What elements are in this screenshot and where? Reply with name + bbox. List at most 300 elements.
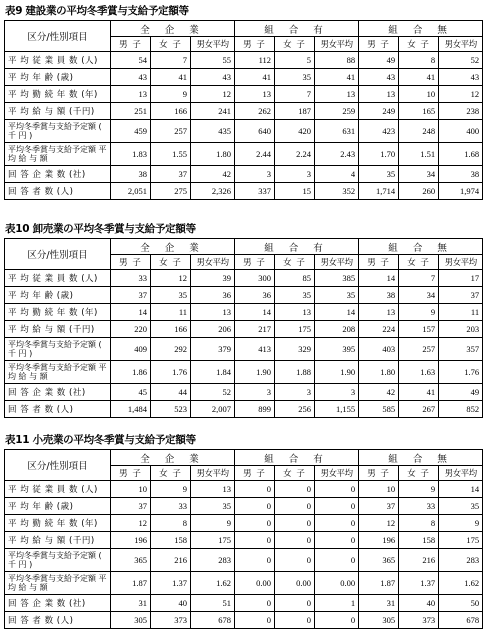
group-header: 組 合 無 — [359, 239, 483, 255]
table-row — [5, 103, 483, 120]
table-cell: 248 — [399, 120, 439, 143]
table-row — [5, 287, 483, 304]
row-label: 平均冬季賞与支給予定額 平 均 給 与 額 — [5, 572, 111, 595]
table-cell: 35 — [439, 498, 483, 515]
table-cell: 0.00 — [315, 572, 359, 595]
table-cell: 459 — [111, 120, 151, 143]
table-cell: 1.62 — [439, 572, 483, 595]
table-cell: 3 — [275, 166, 315, 183]
table-row — [5, 321, 483, 338]
table-cell: 300 — [235, 270, 275, 287]
corner-header: 区分/性別項目 — [5, 450, 111, 481]
table-cell: 38 — [439, 166, 483, 183]
sex-header: 女 子 — [399, 37, 439, 52]
table-cell: 523 — [151, 401, 191, 418]
table-cell: 37 — [359, 498, 399, 515]
table-cell: 0 — [315, 498, 359, 515]
sex-header: 女 子 — [275, 255, 315, 270]
table-cell: 409 — [111, 338, 151, 361]
table-cell: 4 — [315, 166, 359, 183]
sex-header: 男女平均 — [439, 37, 483, 52]
table-cell: 365 — [359, 549, 399, 572]
table-cell: 249 — [359, 103, 399, 120]
table-cell: 157 — [399, 321, 439, 338]
table-cell: 35 — [151, 287, 191, 304]
table-cell: 35 — [359, 166, 399, 183]
table-cell: 0 — [235, 532, 275, 549]
table-row — [5, 498, 483, 515]
table-cell: 640 — [235, 120, 275, 143]
table-cell: 1,974 — [439, 183, 483, 200]
table-row — [5, 549, 483, 572]
corner-header: 区分/性別項目 — [5, 21, 111, 52]
sex-header: 女 子 — [399, 255, 439, 270]
row-label: 回 答 企 業 数 (社) — [5, 595, 111, 612]
table-row — [5, 338, 483, 361]
sex-header: 女 子 — [399, 466, 439, 481]
table-cell: 0 — [275, 515, 315, 532]
table-cell: 413 — [235, 338, 275, 361]
row-label: 平 均 勤 続 年 数 (年) — [5, 304, 111, 321]
table-cell: 10 — [111, 481, 151, 498]
table-cell: 40 — [151, 595, 191, 612]
table-cell: 241 — [191, 103, 235, 120]
table-cell: 257 — [151, 120, 191, 143]
table-cell: 42 — [359, 384, 399, 401]
row-label: 回 答 者 数 (人) — [5, 183, 111, 200]
table-cell: 1.37 — [151, 572, 191, 595]
table-cell: 112 — [235, 52, 275, 69]
corner-header: 区分/性別項目 — [5, 239, 111, 270]
table-cell: 365 — [111, 549, 151, 572]
table-cell: 256 — [275, 401, 315, 418]
table-row — [5, 270, 483, 287]
row-label: 回 答 者 数 (人) — [5, 612, 111, 629]
row-label: 平均冬季賞与支給予定額 ( 千 円 ) — [5, 549, 111, 572]
table-cell: 10 — [359, 481, 399, 498]
table-cell: 9 — [151, 481, 191, 498]
table-row — [5, 120, 483, 143]
table-row — [5, 183, 483, 200]
table-cell: 31 — [111, 595, 151, 612]
sex-header: 女 子 — [151, 255, 191, 270]
table-cell: 2,051 — [111, 183, 151, 200]
table-cell: 13 — [315, 86, 359, 103]
table-cell: 1.80 — [191, 143, 235, 166]
header-row-groups — [5, 239, 483, 255]
table-cell: 585 — [359, 401, 399, 418]
row-label: 回 答 企 業 数 (社) — [5, 384, 111, 401]
table-cell: 0 — [235, 481, 275, 498]
table-cell: 337 — [235, 183, 275, 200]
sex-header: 男 子 — [235, 37, 275, 52]
table-cell: 373 — [151, 612, 191, 629]
sex-header: 男 子 — [359, 466, 399, 481]
sex-header: 男 子 — [111, 37, 151, 52]
sex-header: 男女平均 — [315, 37, 359, 52]
sex-header: 男 子 — [235, 466, 275, 481]
table-row — [5, 515, 483, 532]
row-label: 平 均 年 齢 (歳) — [5, 498, 111, 515]
table-cell: 158 — [399, 532, 439, 549]
group-header: 組 合 有 — [235, 21, 359, 37]
row-label: 平 均 年 齢 (歳) — [5, 69, 111, 86]
table-cell: 51 — [191, 595, 235, 612]
table-cell: 33 — [399, 498, 439, 515]
table-cell: 35 — [315, 287, 359, 304]
table-cell: 12 — [151, 270, 191, 287]
row-label: 平 均 給 与 額 (千円) — [5, 103, 111, 120]
table-cell: 631 — [315, 120, 359, 143]
table-cell: 1.63 — [399, 361, 439, 384]
table-cell: 2,007 — [191, 401, 235, 418]
table-cell: 12 — [359, 515, 399, 532]
table-cell: 10 — [399, 86, 439, 103]
table-cell: 1,484 — [111, 401, 151, 418]
row-label: 平均冬季賞与支給予定額 ( 千 円 ) — [5, 338, 111, 361]
table-cell: 42 — [191, 166, 235, 183]
row-label: 回 答 企 業 数 (社) — [5, 166, 111, 183]
table-cell: 14 — [439, 481, 483, 498]
table-cell: 9 — [399, 304, 439, 321]
table-cell: 329 — [275, 338, 315, 361]
table-row — [5, 86, 483, 103]
table-cell: 423 — [359, 120, 399, 143]
table-cell: 292 — [151, 338, 191, 361]
table-cell: 41 — [399, 384, 439, 401]
table-cell: 0 — [235, 595, 275, 612]
table-cell: 175 — [439, 532, 483, 549]
table-cell: 166 — [151, 321, 191, 338]
table-cell: 196 — [359, 532, 399, 549]
table-cell: 9 — [439, 515, 483, 532]
table-cell: 206 — [191, 321, 235, 338]
table-cell: 8 — [399, 52, 439, 69]
row-label: 平均冬季賞与支給予定額 ( 千 円 ) — [5, 120, 111, 143]
table-cell: 2.43 — [315, 143, 359, 166]
table-row — [5, 401, 483, 418]
table-cell: 1.88 — [275, 361, 315, 384]
sex-header: 男女平均 — [315, 255, 359, 270]
sex-header: 男 子 — [359, 37, 399, 52]
table-cell: 43 — [111, 69, 151, 86]
table-cell: 852 — [439, 401, 483, 418]
table-cell: 187 — [275, 103, 315, 120]
table-cell: 275 — [151, 183, 191, 200]
row-label: 平均冬季賞与支給予定額 平 均 給 与 額 — [5, 143, 111, 166]
table-cell: 395 — [315, 338, 359, 361]
table-cell: 8 — [151, 515, 191, 532]
table-cell: 13 — [191, 304, 235, 321]
table-title: 表11 小売業の平均冬季賞与支給予定額等 — [5, 434, 196, 446]
group-header: 組 合 有 — [235, 450, 359, 466]
row-label: 平 均 給 与 額 (千円) — [5, 321, 111, 338]
table-cell: 14 — [359, 270, 399, 287]
table-cell: 0 — [315, 549, 359, 572]
table-cell: 13 — [359, 86, 399, 103]
table-cell: 1.86 — [111, 361, 151, 384]
table-row — [5, 572, 483, 595]
row-label: 平 均 勤 続 年 数 (年) — [5, 86, 111, 103]
table-cell: 0 — [315, 532, 359, 549]
table-cell: 85 — [275, 270, 315, 287]
table-cell: 44 — [151, 384, 191, 401]
table-cell: 0.00 — [275, 572, 315, 595]
table-cell: 373 — [399, 612, 439, 629]
table-cell: 54 — [111, 52, 151, 69]
table-cell: 13 — [275, 304, 315, 321]
table-cell: 45 — [111, 384, 151, 401]
table-cell: 12 — [439, 86, 483, 103]
table-cell: 165 — [399, 103, 439, 120]
table-cell: 36 — [235, 287, 275, 304]
table-cell: 1.62 — [191, 572, 235, 595]
sex-header: 女 子 — [151, 37, 191, 52]
table-row — [5, 481, 483, 498]
table-cell: 175 — [191, 532, 235, 549]
table-cell: 3 — [235, 166, 275, 183]
table-cell: 37 — [111, 498, 151, 515]
group-header: 組 合 無 — [359, 450, 483, 466]
table-cell: 435 — [191, 120, 235, 143]
table-cell: 1.83 — [111, 143, 151, 166]
sex-header: 女 子 — [275, 37, 315, 52]
table-row — [5, 384, 483, 401]
group-header: 全 企 業 — [111, 450, 235, 466]
table-cell: 0 — [235, 612, 275, 629]
table-cell: 13 — [235, 86, 275, 103]
table-cell: 1.87 — [359, 572, 399, 595]
row-label: 平 均 給 与 額 (千円) — [5, 532, 111, 549]
table-row — [5, 69, 483, 86]
table-cell: 216 — [151, 549, 191, 572]
table-cell: 52 — [439, 52, 483, 69]
group-header: 全 企 業 — [111, 21, 235, 37]
table-cell: 1.37 — [399, 572, 439, 595]
table-cell: 34 — [399, 287, 439, 304]
table-cell: 5 — [275, 52, 315, 69]
table-cell: 43 — [439, 69, 483, 86]
bonus-table-wholesale — [4, 238, 483, 418]
table-row — [5, 52, 483, 69]
table-cell: 385 — [315, 270, 359, 287]
table-cell: 175 — [275, 321, 315, 338]
table-cell: 12 — [191, 86, 235, 103]
table-cell: 15 — [275, 183, 315, 200]
table-cell: 8 — [399, 515, 439, 532]
table-cell: 0 — [235, 549, 275, 572]
table-cell: 379 — [191, 338, 235, 361]
table-cell: 260 — [399, 183, 439, 200]
table-cell: 2,326 — [191, 183, 235, 200]
table-cell: 9 — [191, 515, 235, 532]
table-cell: 403 — [359, 338, 399, 361]
sex-header: 男女平均 — [191, 37, 235, 52]
table-cell: 14 — [111, 304, 151, 321]
row-label: 平均冬季賞与支給予定額 平 均 給 与 額 — [5, 361, 111, 384]
table-cell: 0 — [235, 515, 275, 532]
table-section-construction — [4, 2, 480, 200]
table-cell: 1.84 — [191, 361, 235, 384]
table-cell: 1,714 — [359, 183, 399, 200]
table-row — [5, 166, 483, 183]
row-label: 平 均 従 業 員 数 (人) — [5, 52, 111, 69]
table-cell: 31 — [359, 595, 399, 612]
table-cell: 0 — [235, 498, 275, 515]
table-cell: 7 — [275, 86, 315, 103]
sex-header: 男 子 — [111, 255, 151, 270]
table-cell: 257 — [399, 338, 439, 361]
table-section-retail — [4, 431, 480, 629]
table-cell: 678 — [439, 612, 483, 629]
table-cell: 251 — [111, 103, 151, 120]
table-cell: 0 — [315, 481, 359, 498]
table-cell: 0 — [275, 532, 315, 549]
header-row-groups — [5, 450, 483, 466]
table-cell: 49 — [359, 52, 399, 69]
table-cell: 283 — [439, 549, 483, 572]
table-cell: 36 — [191, 287, 235, 304]
table-cell: 50 — [439, 595, 483, 612]
table-row — [5, 304, 483, 321]
sex-header: 女 子 — [151, 466, 191, 481]
table-cell: 35 — [275, 287, 315, 304]
table-cell: 208 — [315, 321, 359, 338]
table-row — [5, 595, 483, 612]
table-cell: 3 — [275, 384, 315, 401]
table-cell: 1.90 — [235, 361, 275, 384]
table-cell: 305 — [359, 612, 399, 629]
table-cell: 88 — [315, 52, 359, 69]
table-cell: 259 — [315, 103, 359, 120]
table-cell: 217 — [235, 321, 275, 338]
table-title: 表10 卸売業の平均冬季賞与支給予定額等 — [5, 223, 196, 235]
sex-header: 男 子 — [359, 255, 399, 270]
sex-header: 男 子 — [235, 255, 275, 270]
table-cell: 3 — [315, 384, 359, 401]
table-cell: 1.80 — [359, 361, 399, 384]
table-cell: 38 — [359, 287, 399, 304]
table-cell: 1,155 — [315, 401, 359, 418]
bonus-table-retail — [4, 449, 483, 629]
table-cell: 1.55 — [151, 143, 191, 166]
sex-header: 男女平均 — [315, 466, 359, 481]
group-header: 組 合 有 — [235, 239, 359, 255]
sex-header: 男女平均 — [191, 466, 235, 481]
table-cell: 1 — [315, 595, 359, 612]
group-header: 組 合 無 — [359, 21, 483, 37]
table-cell: 13 — [359, 304, 399, 321]
sex-header: 男女平均 — [439, 466, 483, 481]
row-label: 平 均 従 業 員 数 (人) — [5, 481, 111, 498]
table-cell: 283 — [191, 549, 235, 572]
table-cell: 9 — [399, 481, 439, 498]
bonus-table-construction — [4, 20, 483, 200]
row-label: 回 答 者 数 (人) — [5, 401, 111, 418]
table-cell: 41 — [235, 69, 275, 86]
table-cell: 37 — [151, 166, 191, 183]
table-cell: 0 — [275, 498, 315, 515]
table-cell: 52 — [191, 384, 235, 401]
table-cell: 2.24 — [275, 143, 315, 166]
table-cell: 238 — [439, 103, 483, 120]
sex-header: 男 子 — [111, 466, 151, 481]
table-cell: 7 — [399, 270, 439, 287]
table-cell: 1.51 — [399, 143, 439, 166]
table-cell: 55 — [191, 52, 235, 69]
table-cell: 37 — [111, 287, 151, 304]
table-cell: 203 — [439, 321, 483, 338]
table-cell: 1.70 — [359, 143, 399, 166]
table-cell: 41 — [315, 69, 359, 86]
table-cell: 216 — [399, 549, 439, 572]
table-cell: 13 — [191, 481, 235, 498]
sex-header: 男女平均 — [439, 255, 483, 270]
table-cell: 267 — [399, 401, 439, 418]
table-cell: 33 — [151, 498, 191, 515]
table-cell: 41 — [399, 69, 439, 86]
table-cell: 262 — [235, 103, 275, 120]
table-row — [5, 361, 483, 384]
table-cell: 11 — [151, 304, 191, 321]
table-cell: 352 — [315, 183, 359, 200]
table-cell: 17 — [439, 270, 483, 287]
table-cell: 7 — [151, 52, 191, 69]
table-cell: 12 — [111, 515, 151, 532]
table-cell: 39 — [191, 270, 235, 287]
table-row — [5, 612, 483, 629]
table-cell: 1.90 — [315, 361, 359, 384]
table-row — [5, 143, 483, 166]
table-cell: 196 — [111, 532, 151, 549]
row-label: 平 均 従 業 員 数 (人) — [5, 270, 111, 287]
group-header: 全 企 業 — [111, 239, 235, 255]
table-cell: 38 — [111, 166, 151, 183]
table-cell: 1.76 — [151, 361, 191, 384]
table-cell: 678 — [191, 612, 235, 629]
table-row — [5, 532, 483, 549]
table-cell: 35 — [191, 498, 235, 515]
table-cell: 13 — [111, 86, 151, 103]
table-title: 表9 建設業の平均冬季賞与支給予定額等 — [5, 5, 189, 17]
table-cell: 3 — [235, 384, 275, 401]
row-label: 平 均 年 齢 (歳) — [5, 287, 111, 304]
table-cell: 357 — [439, 338, 483, 361]
table-cell: 0 — [275, 612, 315, 629]
table-cell: 224 — [359, 321, 399, 338]
table-cell: 11 — [439, 304, 483, 321]
table-cell: 33 — [111, 270, 151, 287]
row-label: 平 均 勤 続 年 数 (年) — [5, 515, 111, 532]
table-cell: 35 — [275, 69, 315, 86]
table-cell: 166 — [151, 103, 191, 120]
table-cell: 1.87 — [111, 572, 151, 595]
table-cell: 899 — [235, 401, 275, 418]
table-cell: 14 — [235, 304, 275, 321]
table-cell: 1.76 — [439, 361, 483, 384]
table-cell: 0 — [315, 515, 359, 532]
sex-header: 女 子 — [275, 466, 315, 481]
table-cell: 43 — [191, 69, 235, 86]
table-cell: 0 — [275, 549, 315, 572]
table-cell: 49 — [439, 384, 483, 401]
table-cell: 0 — [275, 595, 315, 612]
table-cell: 2.44 — [235, 143, 275, 166]
table-section-wholesale — [4, 220, 480, 418]
table-cell: 220 — [111, 321, 151, 338]
table-cell: 0.00 — [235, 572, 275, 595]
header-row-groups — [5, 21, 483, 37]
